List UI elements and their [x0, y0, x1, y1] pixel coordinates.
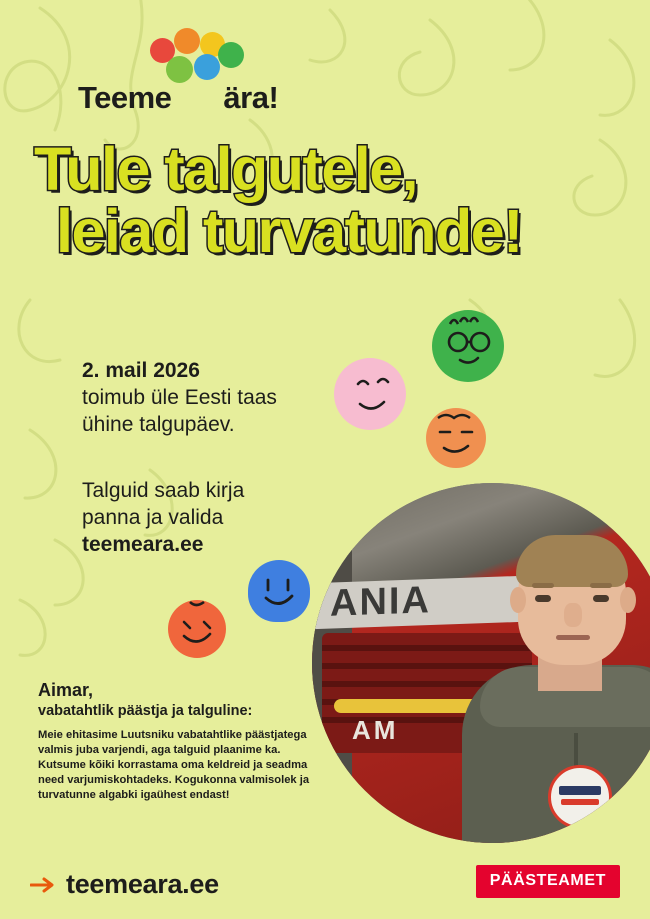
cta-line-1: Talguid saab kirja: [82, 479, 245, 502]
logo: [78, 28, 308, 118]
cta-line-2: panna ja valida: [82, 505, 224, 529]
face-green-features: [432, 310, 504, 382]
logo-text-left: Teeme: [78, 80, 172, 115]
person-brow-left: [532, 583, 554, 588]
person-eye-right: [593, 595, 609, 602]
event-desc-line-2: ühine talgupäev.: [82, 412, 235, 436]
photo-truck-brand: ANIA: [330, 579, 431, 625]
photo-image: [312, 483, 650, 843]
footer: [0, 851, 650, 919]
logo-text: [78, 80, 308, 116]
photo-circle: [312, 483, 650, 843]
face-blue-features: [248, 560, 310, 622]
testimonial: [38, 680, 320, 803]
logo-text-right: ära!: [223, 80, 279, 115]
face-tomato-features: [168, 600, 226, 658]
testimonial-quote: Meie ehitasime Luutsniku vabatahtlike päästjatega valmis juba varjendi, aga talguid plaanime ka. Kutsume kõiki korrastama oma keldreid ja seadma need varjumiskohtadeks. Kogukonna valmisolek ja turvatunne algabki igaühest endast!: [38, 729, 310, 801]
headline: [34, 135, 634, 266]
arrow-right-icon: [30, 877, 56, 893]
headline-line-2: leiad turvatunde!: [56, 197, 522, 266]
face-tomato-icon: [168, 600, 226, 658]
cta-block: [82, 478, 342, 559]
person-mouth: [556, 635, 590, 640]
paasteamet-badge: PÄÄSTEAMET: [476, 865, 620, 898]
event-date: 2. mail 2026: [82, 359, 200, 382]
person-eye-left: [535, 595, 551, 602]
face-pink-features: [334, 358, 406, 430]
face-green-icon: [432, 310, 504, 382]
person-ear-right: [620, 587, 636, 613]
testimonial-role: vabatahtlik päästja ja talguline:: [38, 703, 253, 720]
person-hair: [516, 535, 628, 587]
footer-url[interactable]: teemeara.ee: [66, 869, 219, 899]
face-orange-features: [426, 408, 486, 468]
person-nose: [564, 603, 582, 627]
testimonial-name: Aimar,: [38, 680, 94, 700]
event-date-block: [82, 358, 332, 439]
face-blue-icon: [248, 560, 310, 622]
person-brow-right: [590, 583, 612, 588]
cta-url[interactable]: teemeara.ee: [82, 532, 204, 556]
headline-line-1: Tule talgutele,: [34, 135, 418, 203]
person-ear-left: [510, 587, 526, 613]
photo-truck-text: AM: [352, 715, 399, 745]
face-orange-icon: [426, 408, 486, 468]
face-pink-icon: [334, 358, 406, 430]
event-desc-line-1: toimub üle Eesti taas: [82, 385, 277, 409]
person-badge-patch: [548, 765, 612, 829]
logo-faces-icon: [148, 28, 258, 84]
